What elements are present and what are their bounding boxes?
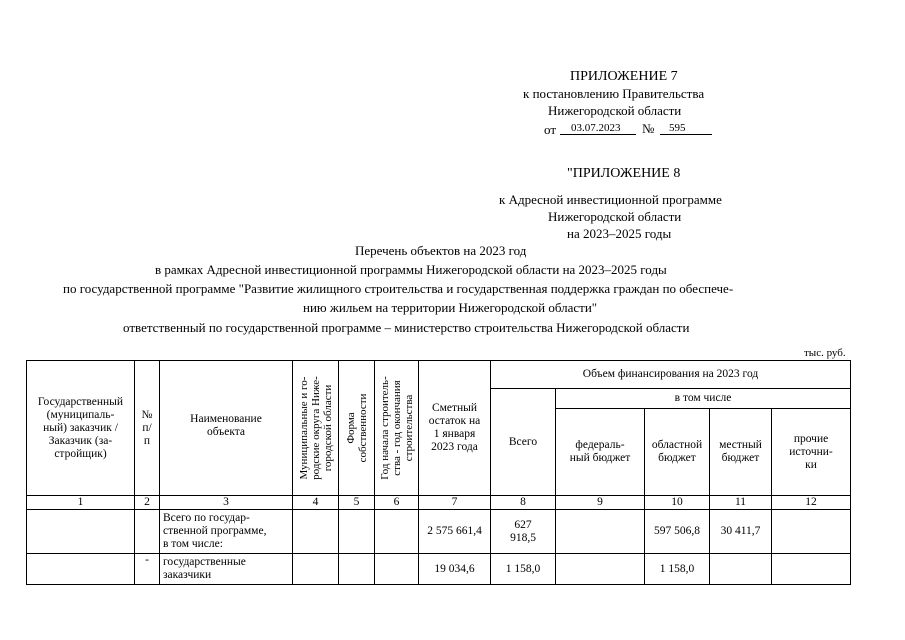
header-object-name: Наименование объекта (160, 361, 293, 496)
doc-title-line4: нию жильем на территории Нижегородской области" (303, 300, 598, 315)
column-numbers-row (27, 496, 851, 510)
header-total: Всего (491, 389, 556, 496)
header-federal: федераль- ный бюджет (556, 409, 645, 496)
col-number: 2 (135, 496, 160, 510)
cell-municipality (293, 510, 339, 554)
doc-title-line3: по государственной программе "Развитие жилищного строительства и государственная поддержка граждан по обеспече- (63, 281, 734, 296)
cell-years (375, 510, 419, 554)
cell-years (375, 554, 419, 585)
table-row (27, 510, 851, 554)
cell-ownership (339, 510, 375, 554)
col-number: 5 (339, 496, 375, 510)
cell-object-name: Всего по государ- ственной программе, в том числе: (160, 510, 293, 554)
cell-federal (556, 510, 645, 554)
cell-number: - (135, 554, 160, 585)
appendix8-heading: "ПРИЛОЖЕНИЕ 8 (567, 166, 681, 181)
header-local: местный бюджет (710, 409, 772, 496)
resolution-number: 595 (669, 122, 686, 134)
col-number: 9 (556, 496, 645, 510)
from-label: от (544, 122, 557, 137)
units-label: тыс. руб. (804, 347, 846, 359)
appendix8-line1: к Адресной инвестиционной программе (499, 192, 722, 207)
header-customer: Государственный (муниципаль- ный) заказчик / Заказчик (за- стройщик) (27, 361, 135, 496)
header-funding-group: Объем финансирования на 2023 год (491, 361, 851, 389)
header-including: в том числе (556, 389, 851, 409)
col-number: 7 (419, 496, 491, 510)
col-number: 4 (293, 496, 339, 510)
cell-total: 627 918,5 (491, 510, 556, 554)
col-number: 12 (772, 496, 851, 510)
col-number: 3 (160, 496, 293, 510)
cell-total: 1 158,0 (491, 554, 556, 585)
col-number: 11 (710, 496, 772, 510)
to-resolution-text: к постановлению Правительства (523, 86, 705, 101)
number-underline (660, 134, 712, 135)
header-ownership: Форма собственности (339, 361, 375, 496)
cell-regional: 1 158,0 (645, 554, 710, 585)
header-number: № п/ п (135, 361, 160, 496)
col-number: 1 (27, 496, 135, 510)
cell-local: 30 411,7 (710, 510, 772, 554)
cell-other (772, 554, 851, 585)
region-text: Нижегородской области (548, 103, 682, 118)
appendix7-heading: ПРИЛОЖЕНИЕ 7 (570, 69, 678, 84)
table-row (27, 554, 851, 585)
cell-object-name: государственные заказчики (160, 554, 293, 585)
cell-municipality (293, 554, 339, 585)
objects-table (26, 360, 851, 585)
appendix8-line2: Нижегородской области (548, 209, 682, 224)
cell-regional: 597 506,8 (645, 510, 710, 554)
cell-estimate: 19 034,6 (419, 554, 491, 585)
cell-federal (556, 554, 645, 585)
doc-title-line5: ответственный по государственной программе – министерство строительства Нижегородской области (123, 320, 690, 335)
doc-title-line2: в рамках Адресной инвестиционной программы Нижегородской области на 2023–2025 годы (155, 262, 667, 277)
date-underline (560, 134, 636, 135)
col-number: 10 (645, 496, 710, 510)
resolution-date: 03.07.2023 (571, 122, 621, 134)
cell-customer (27, 554, 135, 585)
cell-customer (27, 510, 135, 554)
number-label: № (642, 121, 655, 136)
cell-local (710, 554, 772, 585)
doc-title-line1: Перечень объектов на 2023 год (355, 243, 527, 258)
header-regional: областной бюджет (645, 409, 710, 496)
cell-ownership (339, 554, 375, 585)
header-other: прочие источни- ки (772, 409, 851, 496)
header-years: Год начала строитель- ства - год окончания строительства (375, 361, 419, 496)
col-number: 8 (491, 496, 556, 510)
cell-number (135, 510, 160, 554)
header-municipality: Муниципальные и го- родские округа Ниже- городской области (293, 361, 339, 496)
col-number: 6 (375, 496, 419, 510)
cell-other (772, 510, 851, 554)
appendix8-line3: на 2023–2025 годы (567, 226, 672, 241)
header-estimate: Сметный остаток на 1 января 2023 года (419, 361, 491, 496)
cell-estimate: 2 575 661,4 (419, 510, 491, 554)
